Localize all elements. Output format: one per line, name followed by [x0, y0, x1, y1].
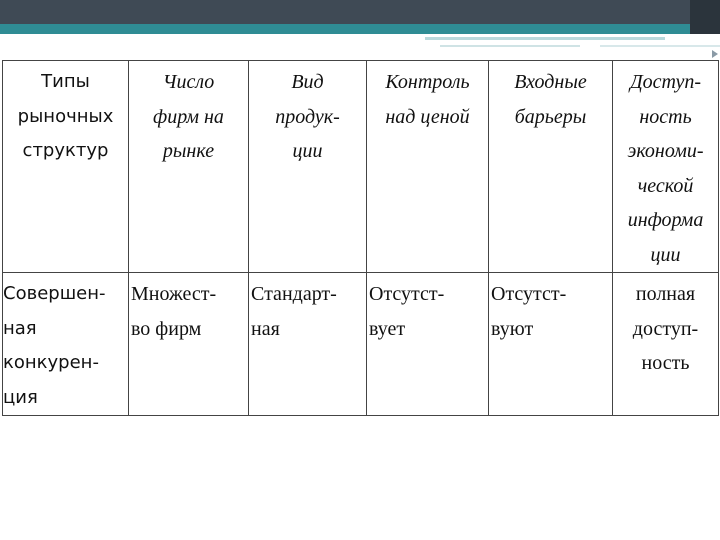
header-dark-band	[0, 0, 720, 24]
header-teal-band	[0, 24, 720, 34]
cell-product-type	[249, 273, 367, 416]
header-accent-line	[600, 45, 720, 47]
table-cell-text: Совершен- ная конкурен- ция	[3, 283, 106, 408]
header-number-of-firms	[129, 61, 249, 273]
cell-info-access	[613, 273, 719, 416]
cell-number-of-firms	[129, 273, 249, 416]
header-cell-text: Контроль над ценой	[385, 71, 470, 128]
header-accent-line	[425, 37, 665, 40]
table-cell-text: полная доступ- ность	[632, 283, 699, 374]
table-row	[3, 273, 719, 416]
cell-market-type	[3, 273, 129, 416]
header-cell-text: Входные барьеры	[514, 71, 587, 128]
header-product-type	[249, 61, 367, 273]
header-cell-text: Доступ- ность экономи- ческой информа ции	[627, 71, 704, 266]
table-cell-text: Отсутст- вуют	[491, 283, 567, 340]
header-market-types	[3, 61, 129, 273]
table-cell-text: Стандарт- ная	[251, 283, 337, 340]
cell-entry-barriers	[489, 273, 613, 416]
table-cell-text: Отсутст- вует	[369, 283, 445, 340]
market-structure-table	[2, 60, 719, 416]
slide-header-decoration	[0, 0, 720, 60]
header-accent-line	[440, 45, 580, 47]
cell-price-control	[367, 273, 489, 416]
header-info-access	[613, 61, 719, 273]
header-corner-block	[690, 0, 720, 34]
slide-nav-arrow-icon	[712, 50, 718, 58]
header-cell-text: Число фирм на рынке	[153, 71, 224, 162]
header-cell-text: Вид продук- ции	[275, 71, 340, 162]
header-cell-text: Типы рыночных структур	[17, 71, 114, 161]
table-cell-text: Множест- во фирм	[131, 283, 217, 340]
header-entry-barriers	[489, 61, 613, 273]
table-header-row	[3, 61, 719, 273]
header-price-control	[367, 61, 489, 273]
